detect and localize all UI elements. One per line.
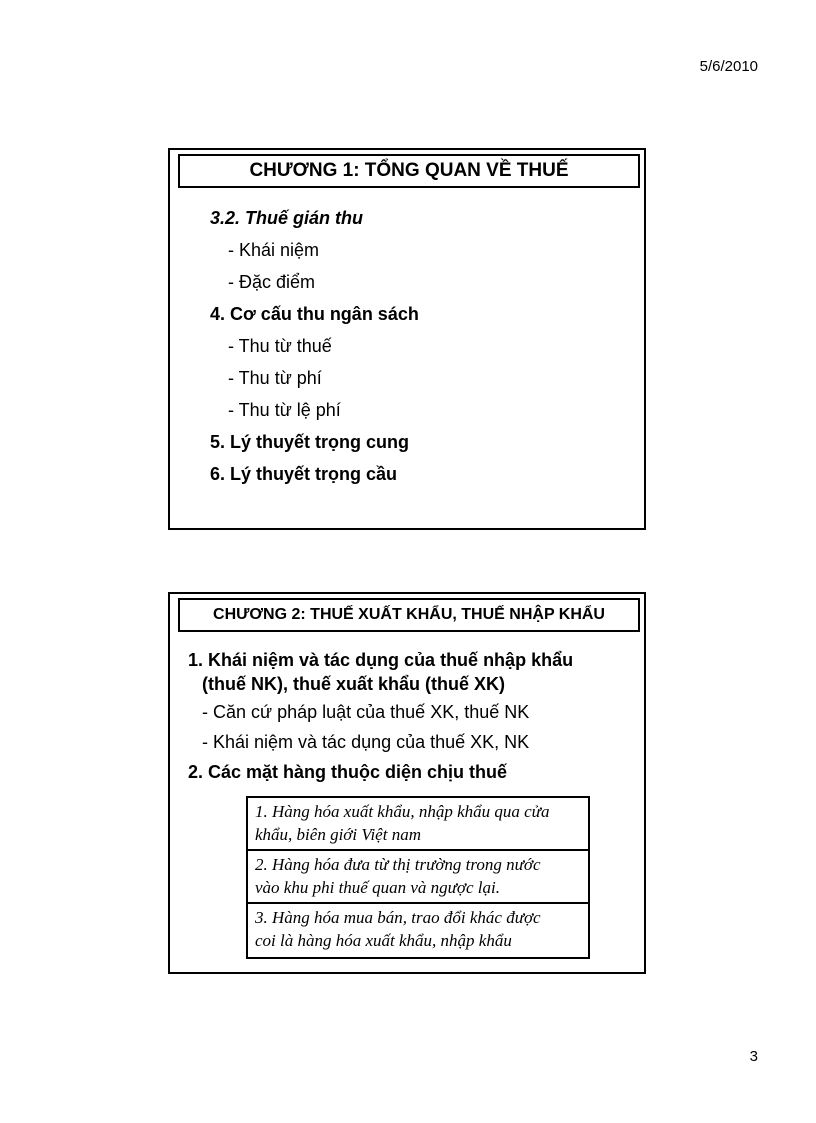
- list-item: - Đặc điểm: [228, 272, 316, 292]
- section-heading: 3.2. Thuế gián thu: [210, 208, 364, 228]
- slide-title: CHƯƠNG 2: THUẾ XUẤT KHẨU, THUẾ NHẬP KHẨU: [178, 598, 640, 632]
- list-item: - Thu từ lệ phí: [228, 400, 341, 420]
- list-item: - Thu từ thuế: [228, 336, 332, 356]
- list-item: - Khái niệm và tác dụng của thuế XK, NK: [202, 732, 530, 752]
- table-row-text: khẩu, biên giới Việt nam: [255, 825, 421, 844]
- slide-chapter-2: [168, 592, 646, 974]
- table-row-text: 1. Hàng hóa xuất khẩu, nhập khẩu qua cửa: [255, 802, 550, 821]
- table-row: [248, 851, 588, 904]
- section-heading: 6. Lý thuyết trọng cầu: [210, 464, 398, 484]
- section-heading: 4. Cơ cấu thu ngân sách: [210, 304, 419, 324]
- table-row-text: 3. Hàng hóa mua bán, trao đổi khác được: [255, 908, 541, 927]
- list-item: - Thu từ phí: [228, 368, 322, 388]
- table-row: [248, 904, 588, 957]
- section-heading: 5. Lý thuyết trọng cung: [210, 432, 410, 452]
- section-heading: (thuế NK), thuế xuất khẩu (thuế XK): [202, 674, 505, 694]
- section-heading: 1. Khái niệm và tác dụng của thuế nhập khẩu: [188, 650, 574, 670]
- table-row-text: vào khu phi thuế quan và ngược lại.: [255, 878, 500, 897]
- section-heading: 2. Các mặt hàng thuộc diện chịu thuế: [188, 762, 508, 782]
- table-row: [248, 798, 588, 851]
- taxable-goods-table: [246, 796, 590, 959]
- table-row-text: 2. Hàng hóa đưa từ thị trường trong nước: [255, 855, 541, 874]
- list-item: - Khái niệm: [228, 240, 320, 260]
- slide-title: CHƯƠNG 1: TỔNG QUAN VỀ THUẾ: [178, 154, 640, 188]
- list-item: - Căn cứ pháp luật của thuế XK, thuế NK: [202, 702, 530, 722]
- slide-chapter-1: [168, 148, 646, 530]
- table-row-text: coi là hàng hóa xuất khẩu, nhập khẩu: [255, 931, 512, 950]
- page-date: 5/6/2010: [699, 58, 758, 75]
- page-number: 3: [749, 1048, 758, 1065]
